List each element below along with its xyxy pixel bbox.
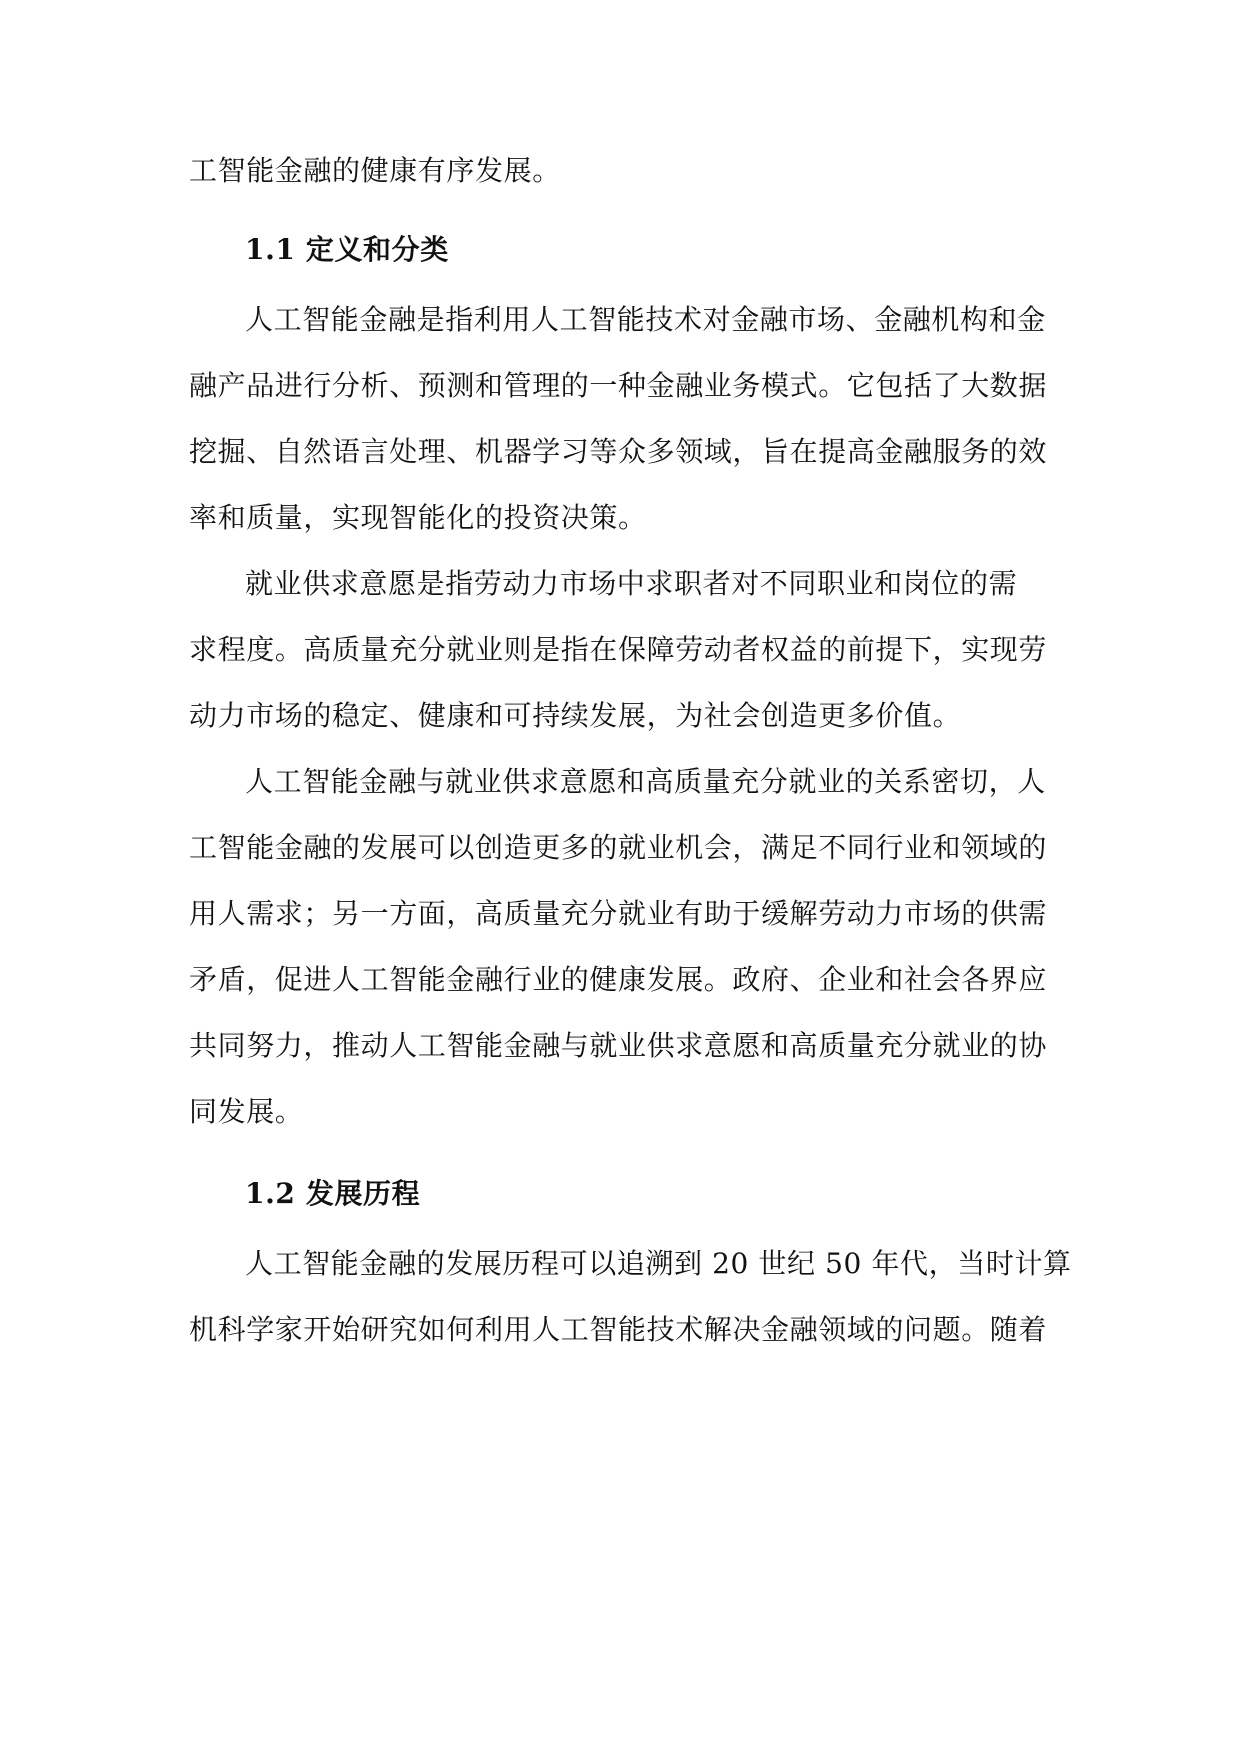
paragraph-definition-line-3: 挖掘、自然语言处理、机器学习等众多领域，旨在提高金融服务的效 bbox=[189, 435, 1048, 468]
paragraph-employment-line-2: 求程度。高质量充分就业则是指在保障劳动者权益的前提下，实现劳 bbox=[189, 633, 1048, 666]
paragraph-employment-line-1: 就业供求意愿是指劳动力市场中求职者对不同职业和岗位的需 bbox=[245, 567, 1018, 600]
section-heading-1-2: 1.2 发展历程 bbox=[245, 1177, 421, 1210]
paragraph-relation-line-3: 用人需求；另一方面，高质量充分就业有助于缓解劳动力市场的供需 bbox=[189, 897, 1048, 930]
paragraph-history-line-2: 机科学家开始研究如何利用人工智能技术解决金融领域的问题。随着 bbox=[189, 1313, 1048, 1346]
paragraph-employment-line-3: 动力市场的稳定、健康和可持续发展，为社会创造更多价值。 bbox=[189, 699, 962, 732]
paragraph-relation-line-5: 共同努力，推动人工智能金融与就业供求意愿和高质量充分就业的协 bbox=[189, 1029, 1048, 1062]
paragraph-history-line-1: 人工智能金融的发展历程可以追溯到 20 世纪 50 年代，当时计算 bbox=[245, 1247, 1072, 1280]
paragraph-definition-line-2: 融产品进行分析、预测和管理的一种金融业务模式。它包括了大数据 bbox=[189, 369, 1048, 402]
paragraph-relation-line-2: 工智能金融的发展可以创造更多的就业机会，满足不同行业和领域的 bbox=[189, 831, 1048, 864]
paragraph-relation-line-1: 人工智能金融与就业供求意愿和高质量充分就业的关系密切，人 bbox=[245, 765, 1046, 798]
paragraph-relation-line-4: 矛盾，促进人工智能金融行业的健康发展。政府、企业和社会各界应 bbox=[189, 963, 1048, 996]
paragraph-relation-line-6: 同发展。 bbox=[189, 1095, 304, 1128]
paragraph-intro-tail: 工智能金融的健康有序发展。 bbox=[189, 154, 561, 187]
section-heading-1-1: 1.1 定义和分类 bbox=[245, 233, 449, 266]
paragraph-definition-line-1: 人工智能金融是指利用人工智能技术对金融市场、金融机构和金 bbox=[245, 303, 1046, 336]
paragraph-definition-line-4: 率和质量，实现智能化的投资决策。 bbox=[189, 501, 647, 534]
